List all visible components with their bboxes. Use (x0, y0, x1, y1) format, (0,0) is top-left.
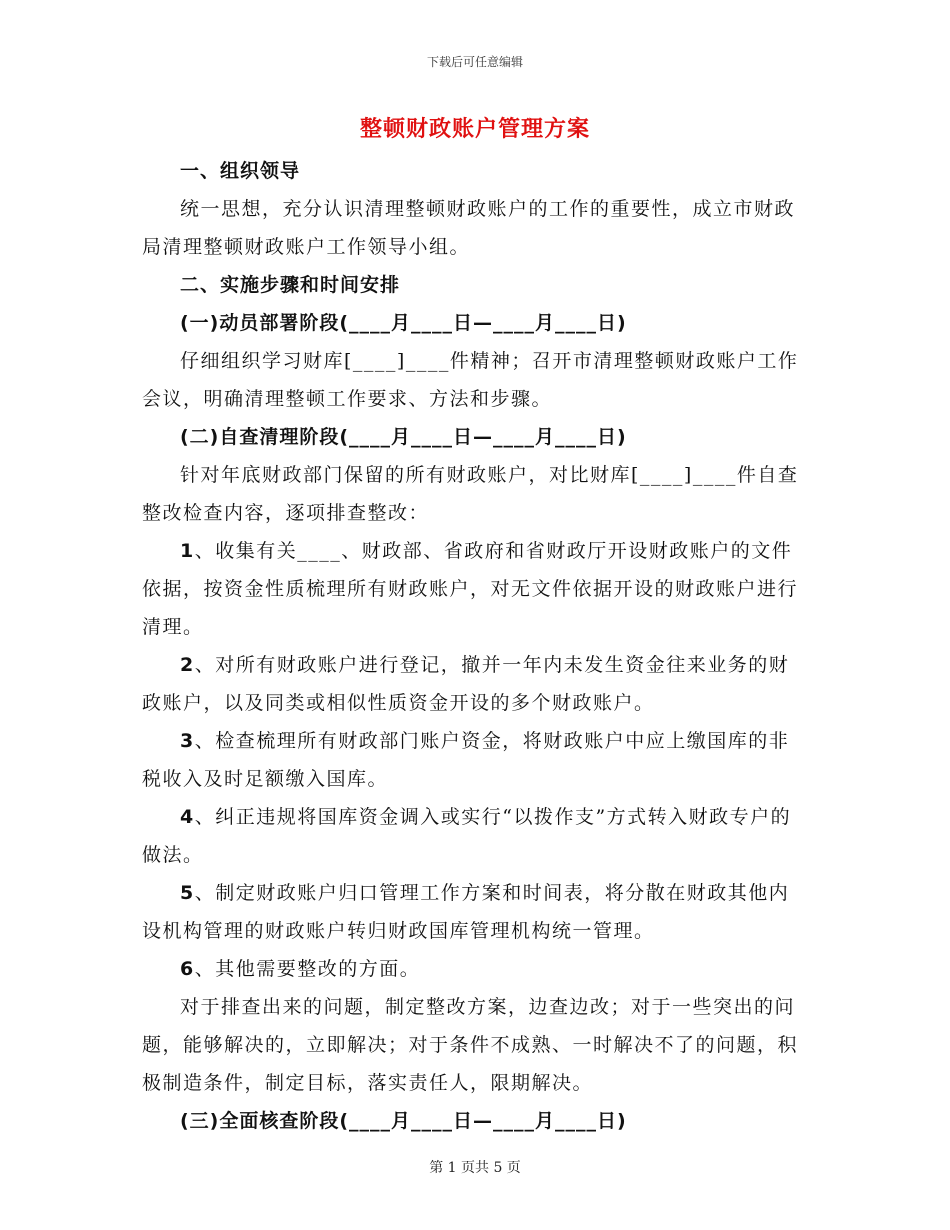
list-item-number: 2 (180, 654, 195, 676)
section-heading-1: 一、组织领导 (180, 160, 301, 182)
phase-heading-2: (二)自查清理阶段(____月____日—____月____日) (180, 426, 627, 448)
list-item-number: 4 (180, 806, 195, 828)
list-item-text: 、对所有财政账户进行登记，撤并一年内未发生资金往来业务的财政账户，以及同类或相似性质资金开设的多个财政账户。 (142, 654, 790, 714)
document-title: 整顿财政账户管理方案 (359, 116, 590, 142)
paragraph-1: 统一思想，充分认识清理整顿财政账户的工作的重要性，成立市财政局清理整顿财政账户工作领导小组。 (142, 198, 796, 258)
page-header-note: 下载后可任意编辑 (426, 55, 523, 69)
paragraph-3: 针对年底财政部门保留的所有财政账户，对比财库[____]____件自查整改检查内容，逐项排查整改： (142, 464, 799, 524)
list-item-text: 、收集有关____、财政部、省政府和省财政厅开设财政账户的文件依据，按资金性质梳理所有财政账户，对无文件依据开设的财政账户进行清理。 (142, 540, 799, 638)
list-item-text: 、制定财政账户归口管理工作方案和时间表，将分散在财政其他内设机构管理的财政账户转归财政国库管理机构统一管理。 (142, 882, 790, 942)
document-body (142, 152, 806, 1140)
list-item-text: 、纠正违规将国库资金调入或实行“以拨作支”方式转入财政专户的做法。 (142, 806, 792, 866)
list-item-6 (142, 950, 806, 988)
list-item-number: 5 (180, 882, 195, 904)
phase-heading-1: (一)动员部署阶段(____月____日—____月____日) (180, 312, 627, 334)
list-item-2 (142, 646, 806, 722)
list-item-number: 3 (180, 730, 195, 752)
list-item-1 (142, 532, 806, 646)
page-number-footer: 第 1 页共 5 页 (429, 1160, 521, 1176)
paragraph-4: 对于排查出来的问题，制定整改方案，边查边改；对于一些突出的问题，能够解决的，立即解决；对于条件不成熟、一时解决不了的问题，积极制造条件，制定目标，落实责任人，限期解决。 (142, 996, 799, 1094)
list-item-number: 1 (180, 540, 195, 562)
list-item-text: 、其他需要整改的方面。 (194, 958, 421, 980)
list-item-4 (142, 798, 806, 874)
phase-heading-3: (三)全面核查阶段(____月____日—____月____日) (180, 1110, 627, 1132)
list-item-number: 6 (180, 958, 195, 980)
list-item-3 (142, 722, 806, 798)
list-item-5 (142, 874, 806, 950)
list-item-text: 、检查梳理所有财政部门账户资金，将财政账户中应上缴国库的非税收入及时足额缴入国库。 (142, 730, 790, 790)
section-heading-2: 二、实施步骤和时间安排 (180, 274, 401, 296)
paragraph-2: 仔细组织学习财库[____]____件精神；召开市清理整顿财政账户工作会议，明确清理整顿工作要求、方法和步骤。 (142, 350, 799, 410)
